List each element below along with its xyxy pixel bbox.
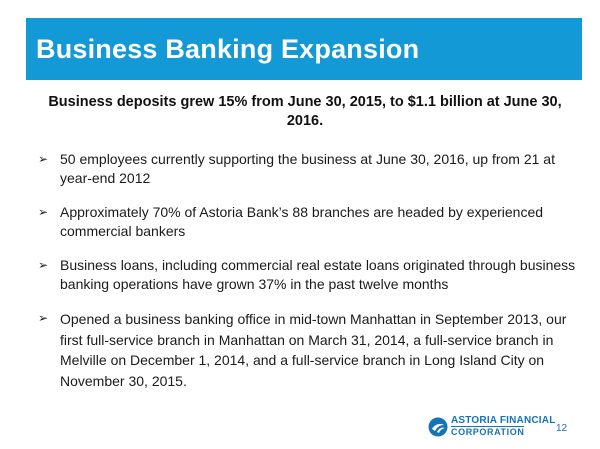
bullet-item (38, 203, 578, 241)
logo-line-2-text: CORPORATION (451, 427, 525, 437)
slide-subtitle: Business deposits grew 15% from June 30, 2015, to $1.1 billion at June 30, 2016. (48, 94, 562, 129)
page-number: 12 (556, 423, 568, 434)
logo-wordmark (451, 416, 556, 437)
logo-line-2 (451, 426, 556, 437)
slide-title: Business Banking Expansion (36, 33, 420, 64)
bullet-item (38, 256, 578, 294)
bullet-item (38, 309, 578, 391)
logo-line-1: ASTORIA FINANCIAL (451, 415, 556, 426)
astoria-logo-icon (428, 417, 448, 437)
bullet-text: Business loans, including commercial real estate loans originated through business banking operations have grown 37% in the past twelve months (60, 257, 576, 292)
arrow-bullet-icon: ➢ (38, 152, 49, 166)
company-logo (428, 416, 556, 437)
arrow-bullet-icon: ➢ (38, 258, 49, 272)
bullet-text: Approximately 70% of Astoria Bank’s 88 branches are headed by experienced commercial bankers (60, 204, 544, 239)
arrow-bullet-icon: ➢ (38, 205, 49, 219)
arrow-bullet-icon: ➢ (38, 311, 49, 325)
bullet-list (38, 150, 578, 391)
bullet-text: Opened a business banking office in mid-town Manhattan in September 2013, our first full-service branch in Manhattan on March 31, 2014, a full-service branch in Melville on December 1, 2014, and a full-service branch in Long Island City on November 30, 2015. (60, 311, 567, 389)
bullet-item (38, 150, 578, 188)
title-bar (26, 18, 582, 80)
bullet-text: 50 employees currently supporting the business at June 30, 2016, up from 21 at year-end 2012 (60, 151, 555, 186)
